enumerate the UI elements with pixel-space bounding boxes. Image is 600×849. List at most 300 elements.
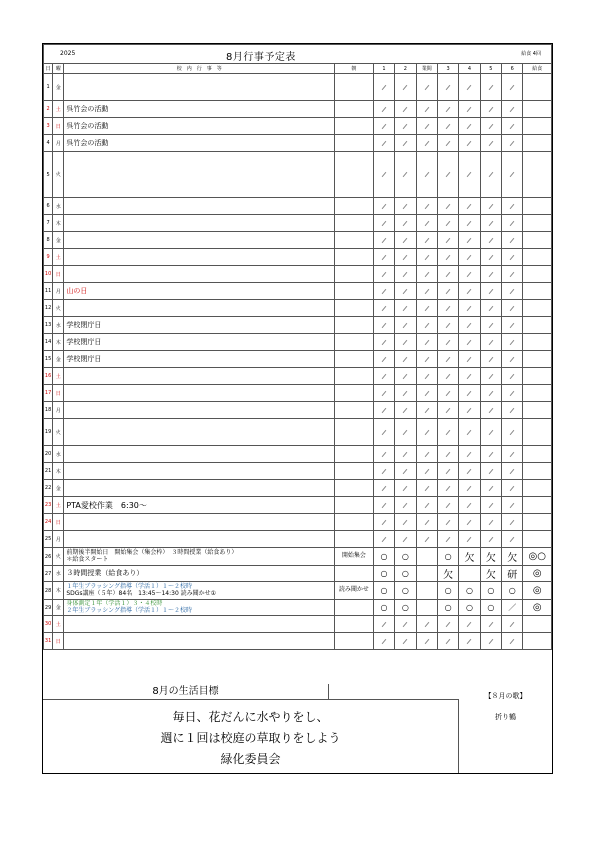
- slash-mark: [446, 451, 451, 456]
- slash-mark: [424, 305, 429, 310]
- slash-mark: [467, 172, 472, 177]
- slash-mark: [403, 254, 408, 259]
- period-cell: [416, 101, 437, 118]
- slash-mark: [424, 203, 429, 208]
- event-cell: [64, 582, 335, 600]
- period-cell: [502, 600, 523, 616]
- weekday: 火: [53, 548, 64, 566]
- day-row: [44, 463, 552, 480]
- period-cell: [373, 135, 394, 152]
- life-goal-heading: 8月の生活目標: [43, 684, 329, 700]
- col-period-1: 1: [373, 64, 394, 74]
- period-cell: [459, 118, 480, 135]
- slash-mark: [510, 390, 515, 395]
- slash-mark: [446, 373, 451, 378]
- period-cell: [480, 402, 501, 419]
- period-cell: [416, 566, 437, 582]
- period-cell: [502, 300, 523, 317]
- attendance-mark: ○: [380, 603, 388, 612]
- slash-mark: [510, 373, 515, 378]
- weekday: 金: [53, 600, 64, 616]
- morning-cell: [335, 402, 374, 419]
- slash-mark: [382, 468, 387, 473]
- morning-cell: [335, 118, 374, 135]
- period-cell: [416, 283, 437, 300]
- period-cell: [459, 497, 480, 514]
- weekday: 水: [53, 198, 64, 215]
- attendance-mark: ○: [508, 586, 516, 595]
- period-cell: [480, 351, 501, 368]
- event-cell: [64, 480, 335, 497]
- period-cell: [373, 497, 394, 514]
- period-cell: [459, 334, 480, 351]
- period-cell: [437, 531, 458, 548]
- period-cell: [395, 266, 416, 283]
- event-cell: [64, 419, 335, 446]
- event-cell: [64, 531, 335, 548]
- period-cell: [502, 419, 523, 446]
- day-number: 18: [44, 402, 53, 419]
- period-cell: [480, 566, 501, 582]
- col-period-3: 3: [437, 64, 458, 74]
- slash-mark: [403, 220, 408, 225]
- period-cell: [459, 582, 480, 600]
- slash-mark: [446, 638, 451, 643]
- day-number: 15: [44, 351, 53, 368]
- period-cell: [502, 283, 523, 300]
- bottom-section: [43, 684, 552, 773]
- period-cell: [480, 385, 501, 402]
- slash-mark: [510, 123, 515, 128]
- day-number: 9: [44, 249, 53, 266]
- period-cell: [480, 74, 501, 101]
- slash-mark: [489, 485, 494, 490]
- period-cell: [395, 600, 416, 616]
- slash-mark: [467, 84, 472, 89]
- period-cell: [395, 135, 416, 152]
- period-cell: [437, 616, 458, 633]
- period-cell: [502, 266, 523, 283]
- event-cell: [64, 74, 335, 101]
- period-cell: [502, 566, 523, 582]
- slash-mark: [467, 519, 472, 524]
- slash-mark: [403, 288, 408, 293]
- weekday: 日: [53, 266, 64, 283]
- period-cell: [480, 514, 501, 531]
- period-cell: [373, 74, 394, 101]
- period-cell: [459, 135, 480, 152]
- slash-mark: [446, 429, 451, 434]
- slash-mark: [489, 237, 494, 242]
- slash-mark: [467, 220, 472, 225]
- period-cell: [502, 198, 523, 215]
- slash-mark: [403, 536, 408, 541]
- morning-cell: [335, 152, 374, 198]
- day-row: [44, 101, 552, 118]
- slash-mark: [467, 373, 472, 378]
- song-heading: 【８月の歌】: [484, 692, 527, 700]
- attendance-mark: ○: [444, 586, 452, 595]
- slash-mark: [467, 468, 472, 473]
- event-cell: [64, 351, 335, 368]
- slash-mark: [489, 519, 494, 524]
- event-text: 学校閉庁日: [66, 354, 102, 363]
- slash-mark: [382, 390, 387, 395]
- day-number: 29: [44, 600, 53, 616]
- morning-cell: [335, 446, 374, 463]
- period-cell: [502, 101, 523, 118]
- period-cell: [395, 249, 416, 266]
- slash-mark: [424, 172, 429, 177]
- period-cell: [459, 548, 480, 566]
- morning-cell: [335, 351, 374, 368]
- period-cell: [480, 463, 501, 480]
- period-cell: [373, 616, 394, 633]
- day-row: [44, 582, 552, 600]
- morning-cell: [335, 300, 374, 317]
- period-cell: [395, 446, 416, 463]
- slash-mark: [446, 254, 451, 259]
- slash-mark: [424, 429, 429, 434]
- slash-mark: [446, 123, 451, 128]
- slash-mark: [424, 468, 429, 473]
- life-goal-line: 毎日、花だんに水やりをし、: [172, 710, 329, 724]
- attendance-mark: ○: [380, 569, 388, 578]
- event-cell: [64, 198, 335, 215]
- slash-mark: [424, 502, 429, 507]
- slash-mark: [382, 106, 387, 111]
- weekday: 土: [53, 368, 64, 385]
- slash-mark: [489, 203, 494, 208]
- period-cell: [502, 480, 523, 497]
- weekday: 火: [53, 419, 64, 446]
- attendance-mark: 研: [507, 570, 518, 581]
- lunch-cell: [523, 566, 552, 582]
- period-cell: [437, 101, 458, 118]
- day-number: 17: [44, 385, 53, 402]
- slash-mark: [467, 339, 472, 344]
- weekday: 日: [53, 118, 64, 135]
- period-cell: [437, 600, 458, 616]
- slash-mark: [424, 237, 429, 242]
- event-text: PTA愛校作業 6:30〜: [66, 500, 147, 510]
- period-cell: [480, 548, 501, 566]
- period-cell: [395, 232, 416, 249]
- period-cell: [437, 497, 458, 514]
- lunch-cell: [523, 497, 552, 514]
- weekday: 月: [53, 531, 64, 548]
- slash-mark: [446, 621, 451, 626]
- slash-mark: [446, 220, 451, 225]
- period-cell: [480, 249, 501, 266]
- period-cell: [459, 152, 480, 198]
- attendance-mark: ／: [508, 603, 517, 612]
- lunch-cell: [523, 266, 552, 283]
- event-cell: [64, 249, 335, 266]
- period-cell: [373, 480, 394, 497]
- slash-mark: [489, 322, 494, 327]
- period-cell: [502, 402, 523, 419]
- event-cell: [64, 497, 335, 514]
- period-cell: [437, 74, 458, 101]
- col-period-5: 5: [480, 64, 501, 74]
- period-cell: [395, 215, 416, 232]
- period-cell: [416, 317, 437, 334]
- period-cell: [437, 283, 458, 300]
- slash-mark: [382, 140, 387, 145]
- column-header-row: [44, 64, 552, 74]
- period-cell: [437, 198, 458, 215]
- slash-mark: [403, 390, 408, 395]
- slash-mark: [382, 237, 387, 242]
- lunch-cell: [523, 232, 552, 249]
- slash-mark: [446, 172, 451, 177]
- period-cell: [416, 351, 437, 368]
- slash-mark: [424, 356, 429, 361]
- period-cell: [437, 419, 458, 446]
- col-period-4: 4: [459, 64, 480, 74]
- slash-mark: [403, 123, 408, 128]
- period-cell: [459, 101, 480, 118]
- day-row: [44, 514, 552, 531]
- period-cell: [416, 600, 437, 616]
- period-cell: [373, 633, 394, 650]
- period-cell: [502, 616, 523, 633]
- period-cell: [416, 266, 437, 283]
- attendance-mark: ○: [380, 552, 388, 561]
- slash-mark: [489, 451, 494, 456]
- col-period-6: 6: [502, 64, 523, 74]
- day-number: 28: [44, 582, 53, 600]
- event-text-line2: ２年生ブラッシング指導（学活１）１〜２校時: [66, 606, 192, 614]
- lunch-count-note: 給食 4回: [521, 51, 541, 57]
- day-number: 27: [44, 566, 53, 582]
- slash-mark: [382, 536, 387, 541]
- period-cell: [416, 446, 437, 463]
- period-cell: [395, 548, 416, 566]
- slash-mark: [446, 502, 451, 507]
- lunch-cell: [523, 152, 552, 198]
- slash-mark: [467, 271, 472, 276]
- period-cell: [459, 74, 480, 101]
- period-cell: [437, 317, 458, 334]
- weekday: 日: [53, 385, 64, 402]
- slash-mark: [403, 106, 408, 111]
- slash-mark: [489, 123, 494, 128]
- period-cell: [373, 566, 394, 582]
- day-row: [44, 74, 552, 101]
- event-text: 呉竹会の活動: [66, 104, 109, 113]
- lunch-cell: [523, 334, 552, 351]
- page-title: 8月行事予定表: [226, 52, 296, 63]
- day-number: 1: [44, 74, 53, 101]
- day-row: [44, 152, 552, 198]
- slash-mark: [446, 339, 451, 344]
- event-text: 身体測定１年（学活１）３・４校時: [66, 600, 163, 607]
- period-cell: [395, 74, 416, 101]
- period-cell: [437, 548, 458, 566]
- col-morning: 朝: [335, 64, 374, 74]
- period-cell: [416, 548, 437, 566]
- period-cell: [373, 334, 394, 351]
- slash-mark: [382, 288, 387, 293]
- period-cell: [459, 566, 480, 582]
- slash-mark: [467, 638, 472, 643]
- period-cell: [502, 317, 523, 334]
- day-row: [44, 480, 552, 497]
- col-day: 日: [44, 64, 53, 74]
- morning-cell: [335, 531, 374, 548]
- period-cell: [373, 317, 394, 334]
- day-row: [44, 531, 552, 548]
- slash-mark: [510, 451, 515, 456]
- slash-mark: [489, 172, 494, 177]
- slash-mark: [467, 322, 472, 327]
- slash-mark: [382, 271, 387, 276]
- morning-cell: [335, 566, 374, 582]
- event-cell: [64, 232, 335, 249]
- morning-cell: [335, 385, 374, 402]
- morning-cell: [335, 600, 374, 616]
- lunch-cell: [523, 419, 552, 446]
- slash-mark: [446, 237, 451, 242]
- period-cell: [459, 600, 480, 616]
- period-cell: [416, 74, 437, 101]
- slash-mark: [446, 140, 451, 145]
- event-text: 呉竹会の活動: [66, 138, 109, 147]
- weekday: 水: [53, 446, 64, 463]
- slash-mark: [403, 322, 408, 327]
- slash-mark: [382, 339, 387, 344]
- slash-mark: [510, 305, 515, 310]
- slash-mark: [446, 288, 451, 293]
- weekday: 日: [53, 633, 64, 650]
- slash-mark: [489, 502, 494, 507]
- weekday: 土: [53, 497, 64, 514]
- slash-mark: [446, 468, 451, 473]
- slash-mark: [467, 407, 472, 412]
- slash-mark: [467, 485, 472, 490]
- day-row: [44, 633, 552, 650]
- slash-mark: [489, 407, 494, 412]
- col-events: 校 内 行 事 等: [64, 64, 335, 74]
- morning-cell: [335, 283, 374, 300]
- lunch-cell: [523, 101, 552, 118]
- attendance-mark: 欠: [485, 570, 496, 581]
- period-cell: [373, 215, 394, 232]
- lunch-cell: [523, 582, 552, 600]
- period-cell: [459, 215, 480, 232]
- slash-mark: [403, 373, 408, 378]
- slash-mark: [382, 172, 387, 177]
- period-cell: [459, 446, 480, 463]
- slash-mark: [510, 339, 515, 344]
- day-number: 24: [44, 514, 53, 531]
- period-cell: [395, 334, 416, 351]
- slash-mark: [510, 621, 515, 626]
- period-cell: [502, 232, 523, 249]
- slash-mark: [510, 356, 515, 361]
- weekday: 土: [53, 616, 64, 633]
- period-cell: [416, 633, 437, 650]
- slash-mark: [510, 485, 515, 490]
- slash-mark: [424, 288, 429, 293]
- event-cell: [64, 283, 335, 300]
- slash-mark: [510, 106, 515, 111]
- slash-mark: [424, 536, 429, 541]
- slash-mark: [382, 254, 387, 259]
- period-cell: [416, 419, 437, 446]
- day-row: [44, 118, 552, 135]
- slash-mark: [424, 220, 429, 225]
- attendance-mark: ◎: [528, 551, 538, 562]
- period-cell: [437, 351, 458, 368]
- slash-mark: [446, 390, 451, 395]
- period-cell: [480, 497, 501, 514]
- event-cell: [64, 600, 335, 616]
- day-number: 11: [44, 283, 53, 300]
- event-cell: [64, 215, 335, 232]
- slash-mark: [403, 468, 408, 473]
- slash-mark: [424, 140, 429, 145]
- slash-mark: [403, 305, 408, 310]
- attendance-mark: ○: [444, 552, 452, 561]
- slash-mark: [510, 638, 515, 643]
- slash-mark: [510, 254, 515, 259]
- attendance-mark: 欠: [485, 553, 496, 564]
- lunch-cell: [523, 480, 552, 497]
- life-goal-committee: 緑化委員会: [220, 752, 281, 766]
- lunch-cell: [523, 463, 552, 480]
- slash-mark: [424, 322, 429, 327]
- slash-mark: [510, 220, 515, 225]
- day-number: 20: [44, 446, 53, 463]
- slash-mark: [382, 356, 387, 361]
- life-goal-heading-blank: [329, 684, 459, 700]
- period-cell: [373, 351, 394, 368]
- slash-mark: [489, 288, 494, 293]
- period-cell: [459, 317, 480, 334]
- period-cell: [502, 135, 523, 152]
- slash-mark: [489, 271, 494, 276]
- day-row: [44, 351, 552, 368]
- morning-cell: [335, 266, 374, 283]
- morning-cell: [335, 334, 374, 351]
- period-cell: [502, 385, 523, 402]
- slash-mark: [446, 536, 451, 541]
- attendance-mark: ◎: [532, 602, 542, 613]
- slash-mark: [510, 407, 515, 412]
- period-cell: [502, 633, 523, 650]
- period-cell: [459, 531, 480, 548]
- period-cell: [437, 266, 458, 283]
- event-cell: [64, 266, 335, 283]
- period-cell: [502, 497, 523, 514]
- period-cell: [437, 334, 458, 351]
- slash-mark: [489, 621, 494, 626]
- period-cell: [437, 446, 458, 463]
- morning-cell: [335, 74, 374, 101]
- period-cell: [459, 616, 480, 633]
- slash-mark: [489, 106, 494, 111]
- morning-cell: [335, 497, 374, 514]
- morning-cell: [335, 514, 374, 531]
- period-cell: [502, 74, 523, 101]
- day-row: [44, 368, 552, 385]
- slash-mark: [467, 451, 472, 456]
- period-cell: [480, 334, 501, 351]
- slash-mark: [424, 485, 429, 490]
